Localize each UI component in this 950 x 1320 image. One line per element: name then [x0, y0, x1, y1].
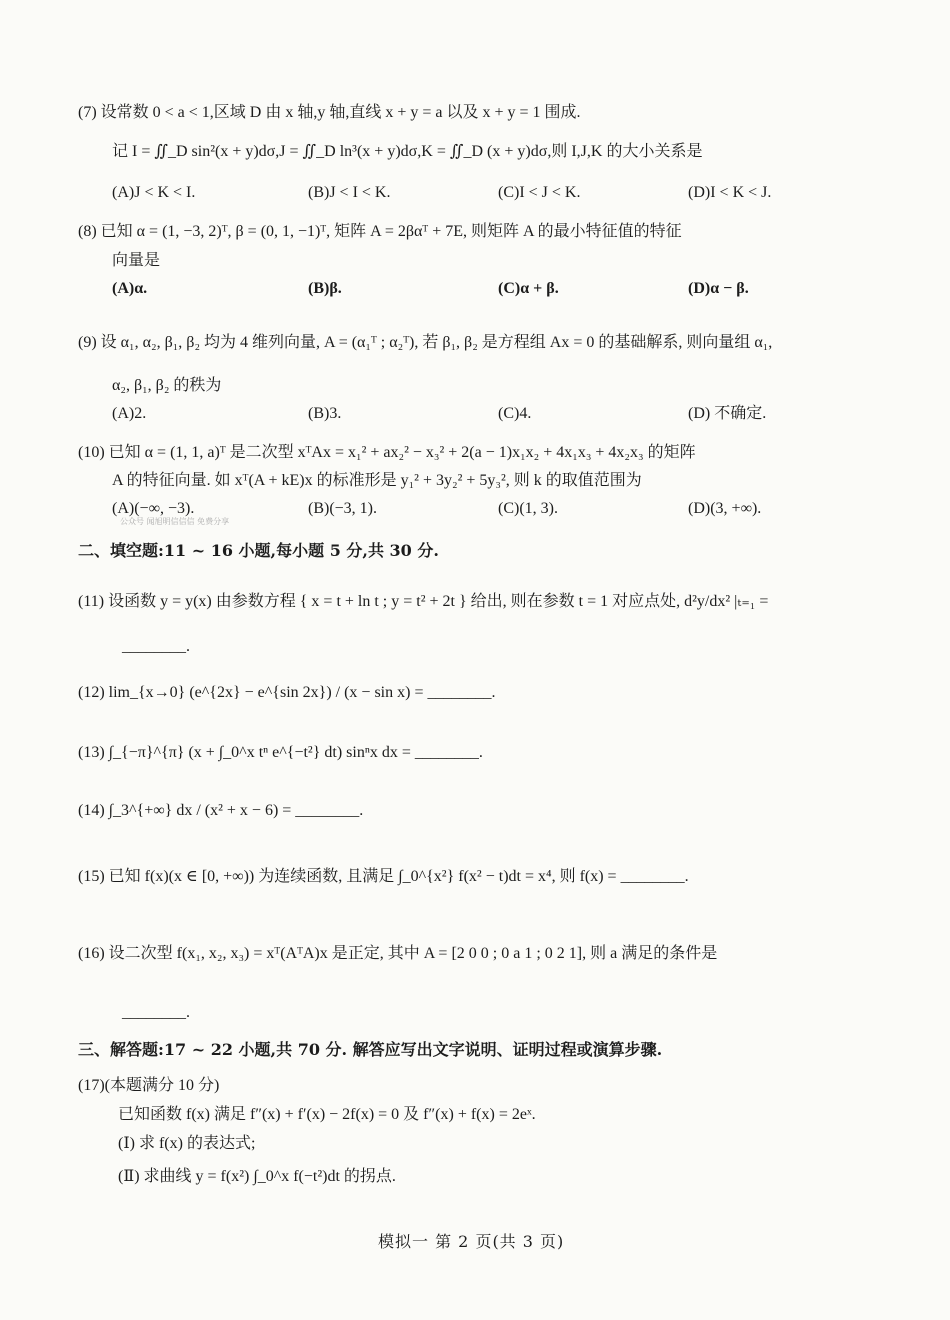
q10-option-d: (D)(3, +∞).	[688, 500, 762, 517]
q8-option-b: (B)β.	[308, 280, 342, 297]
q9-option-b: (B)3.	[308, 405, 342, 422]
q9-option-a: (A)2.	[112, 405, 147, 422]
q11-blank: ________.	[122, 638, 190, 655]
q8-options	[112, 279, 872, 299]
q10-option-b: (B)(−3, 1).	[308, 500, 378, 517]
q17-part-2: (Ⅱ) 求曲线 y = f(x²) ∫_0^x f(−t²)dt 的拐点.	[118, 1168, 396, 1185]
q16-stem: (16) 设二次型 f(x₁, x₂, x₃) = xᵀ(AᵀA)x 是正定, 其中 A = [2 0 0 ; 0 a 1 ; 0 2 1], 则 a 满足的条件是	[78, 945, 718, 962]
q7-integrals: 记 I = ∬_D sin²(x + y)dσ,J = ∬_D ln³(x + y)dσ,K = ∬_D (x + y)dσ,则 I,J,K 的大小关系是	[112, 143, 703, 160]
q7-option-a: (A)J < K < I.	[112, 184, 196, 201]
q14-integral: (14) ∫_3^{+∞} dx / (x² + x − 6) = ________.	[78, 802, 364, 819]
q8-option-a: (A)α.	[112, 280, 148, 297]
q7-stem: (7) 设常数 0 < a < 1,区域 D 由 x 轴,y 轴,直线 x + y = a 以及 x + y = 1 围成.	[78, 104, 581, 121]
q9-stem-cont: α₂, β₁, β₂ 的秩为	[112, 377, 222, 394]
q17-part-1: (Ⅰ) 求 f(x) 的表达式;	[118, 1135, 256, 1152]
q10-stem: (10) 已知 α = (1, 1, a)ᵀ 是二次型 xᵀAx = x₁² + ax₂² − x₃² + 2(a − 1)x₁x₂ + 4x₁x₃ + 4x₂x₃ 的矩阵	[78, 444, 696, 461]
q15-stem: (15) 已知 f(x)(x ∈ [0, +∞)) 为连续函数, 且满足 ∫_0^{x²} f(x² − t)dt = x⁴, 则 f(x) = ________.	[78, 868, 689, 885]
watermark-text: 公众号 闻旭明信信信 免费分享	[120, 517, 230, 526]
q7-options	[112, 183, 872, 203]
q11-stem: (11) 设函数 y = y(x) 由参数方程 { x = t + ln t ; y = t² + 2t } 给出, 则在参数 t = 1 对应点处, d²y/dx² |ₜ₌₁ =	[78, 593, 769, 610]
q7-option-c: (C)I < J < K.	[498, 184, 581, 201]
q8-option-d: (D)α − β.	[688, 280, 749, 297]
q7-option-d: (D)I < K < J.	[688, 184, 772, 201]
q16-blank: ________.	[122, 1004, 190, 1021]
q8-stem-cont: 向量是	[112, 252, 161, 269]
q13-integral: (13) ∫_{−π}^{π} (x + ∫_0^x tⁿ e^{−t²} dt) sinⁿx dx = ________.	[78, 744, 483, 761]
section-2-heading: 二、填空题:11 ~ 16 小题,每小题 5 分,共 30 分.	[78, 541, 439, 560]
q8-stem: (8) 已知 α = (1, −3, 2)ᵀ, β = (0, 1, −1)ᵀ, 矩阵 A = 2βαᵀ + 7E, 则矩阵 A 的最小特征值的特征	[78, 223, 682, 240]
q9-option-d: (D) 不确定.	[688, 405, 767, 422]
q8-option-c: (C)α + β.	[498, 280, 559, 297]
q12-limit: (12) lim_{x→0} (e^{2x} − e^{sin 2x}) / (x − sin x) = ________.	[78, 684, 496, 701]
q9-stem: (9) 设 α₁, α₂, β₁, β₂ 均为 4 维列向量, A = (α₁ᵀ ; α₂ᵀ), 若 β₁, β₂ 是方程组 Ax = 0 的基础解系, 则向量组 α₁,	[78, 334, 773, 351]
q9-options	[112, 404, 872, 424]
q17-stem: 已知函数 f(x) 满足 f″(x) + f′(x) − 2f(x) = 0 及 f″(x) + f(x) = 2eˣ.	[118, 1106, 536, 1123]
q17-title: (17)(本题满分 10 分)	[78, 1077, 220, 1094]
q10-option-a: (A)(−∞, −3).	[112, 500, 195, 517]
section-3-heading: 三、解答题:17 ~ 22 小题,共 70 分. 解答应写出文字说明、证明过程或演算步骤.	[78, 1040, 663, 1059]
q9-option-c: (C)4.	[498, 405, 532, 422]
page-footer: 模拟一 第 2 页(共 3 页)	[378, 1232, 565, 1251]
q10-option-c: (C)(1, 3).	[498, 500, 558, 517]
q7-option-b: (B)J < I < K.	[308, 184, 391, 201]
q10-stem-cont: A 的特征向量. 如 xᵀ(A + kE)x 的标准形是 y₁² + 3y₂² + 5y₃², 则 k 的取值范围为	[112, 472, 642, 489]
